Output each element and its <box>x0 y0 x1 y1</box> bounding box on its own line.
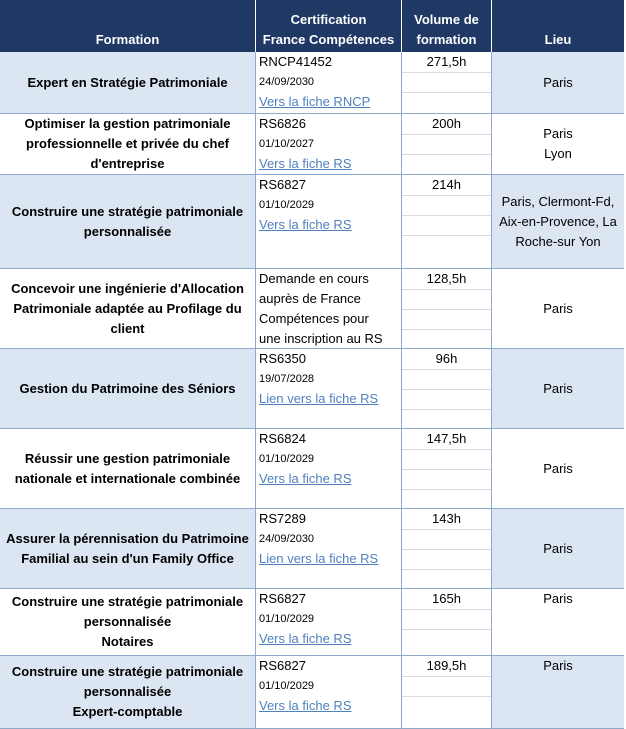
lieu-cell <box>492 509 624 589</box>
lieu-line: Paris <box>543 460 573 476</box>
grid-line <box>402 154 491 174</box>
volume-value: 214h <box>432 177 461 192</box>
lieu-cell <box>492 114 624 175</box>
formation-line: personnalisée <box>83 684 172 699</box>
grid-line <box>402 449 491 469</box>
table-row <box>0 589 624 656</box>
volume-value: 165h <box>432 591 461 606</box>
header-formation-label: Formation <box>95 32 160 47</box>
formation-line: Concevoir une ingénierie d'Allocation <box>11 280 244 296</box>
formation-line: Réussir une gestion patrimoniale <box>24 450 231 466</box>
grid-line <box>402 215 491 235</box>
certification-date: 01/10/2029 <box>259 680 315 692</box>
volume-cell <box>402 656 492 729</box>
lieu-cell <box>492 349 624 429</box>
table-row <box>0 175 624 269</box>
lieu-line: Roche-sur Yon <box>515 233 601 249</box>
certification-link[interactable]: Vers la fiche RS <box>259 698 352 713</box>
formation-cell <box>0 269 256 349</box>
volume-value: 128,5h <box>426 271 467 286</box>
grid-line <box>402 569 491 589</box>
certification-date: 01/10/2029 <box>259 453 315 465</box>
grid-line <box>402 92 491 112</box>
grid-line <box>402 609 491 629</box>
lieu-cell <box>492 52 624 114</box>
table-row <box>0 269 624 349</box>
formation-line: Gestion du Patrimoine des Séniors <box>19 380 236 396</box>
table-row <box>0 429 624 509</box>
certification-cell <box>256 175 402 269</box>
formation-line: Familial au sein d'un Family Office <box>21 550 234 566</box>
volume-value: 143h <box>432 511 461 526</box>
certification-link[interactable]: Vers la fiche RS <box>259 156 352 171</box>
volume-cell <box>402 269 492 349</box>
formation-cell <box>0 509 256 589</box>
formation-line: Construire une stratégie patrimoniale <box>11 594 244 609</box>
certification-code: RS6824 <box>259 431 306 446</box>
header-lieu <box>492 0 624 52</box>
lieu-cell <box>492 269 624 349</box>
lieu-line: Paris, Clermont-Fd, <box>501 193 615 209</box>
formation-line: Patrimoniale adaptée au Profilage du <box>13 300 242 316</box>
grid-line <box>402 469 491 489</box>
certification-status-line: Compétences pour <box>259 311 369 326</box>
lieu-line: Paris <box>543 74 573 90</box>
volume-cell <box>402 429 492 509</box>
volume-cell <box>402 509 492 589</box>
formation-line: nationale et internationale combinée <box>14 470 241 486</box>
formation-cell <box>0 589 256 656</box>
grid-line <box>402 676 491 696</box>
volume-cell <box>402 349 492 429</box>
header-vol-line1: Volume de <box>414 12 479 27</box>
lieu-cell <box>492 656 624 729</box>
certification-link[interactable]: Vers la fiche RS <box>259 471 352 486</box>
certification-date: 01/10/2027 <box>259 138 315 150</box>
certification-code: RS6827 <box>259 591 306 606</box>
header-cert-line1: Certification <box>290 12 367 27</box>
formation-line: personnalisée <box>83 223 172 239</box>
volume-cell <box>402 52 492 114</box>
lieu-line: Paris <box>543 591 573 606</box>
grid-line <box>402 629 491 649</box>
formation-line: client <box>110 320 145 336</box>
certification-date: 24/09/2030 <box>259 533 315 545</box>
certification-date: 01/10/2029 <box>259 613 315 625</box>
grid-line <box>402 696 491 716</box>
formation-cell <box>0 429 256 509</box>
table-row <box>0 52 624 114</box>
certification-cell <box>256 114 402 175</box>
certification-code: RS6826 <box>259 116 306 131</box>
formation-cell <box>0 175 256 269</box>
volume-value: 147,5h <box>426 431 467 446</box>
certification-date: 19/07/2028 <box>259 373 315 385</box>
grid-line <box>402 389 491 409</box>
certification-cell <box>256 589 402 656</box>
formation-line: Construire une stratégie patrimoniale <box>11 664 244 679</box>
certification-cell <box>256 509 402 589</box>
formation-line: personnalisée <box>83 614 172 629</box>
lieu-line: Lyon <box>544 146 572 161</box>
formation-line: Expert-comptable <box>72 704 183 719</box>
formation-line: Optimiser la gestion patrimoniale <box>24 116 231 131</box>
grid-line <box>402 195 491 215</box>
grid-line <box>402 309 491 329</box>
lieu-line: Paris <box>543 540 573 556</box>
table-row <box>0 114 624 175</box>
grid-line <box>402 549 491 569</box>
formation-line: Expert en Stratégie Patrimoniale <box>27 74 228 90</box>
formation-cell <box>0 114 256 175</box>
certification-cell <box>256 656 402 729</box>
certification-cell <box>256 429 402 509</box>
formation-cell <box>0 656 256 729</box>
lieu-cell <box>492 429 624 509</box>
certification-code: RS7289 <box>259 511 306 526</box>
certification-link[interactable]: Lien vers la fiche RS <box>259 551 379 566</box>
grid-line <box>402 329 491 349</box>
formation-line: professionnelle et privée du chef <box>26 136 229 151</box>
lieu-line: Paris <box>543 300 573 316</box>
volume-value: 271,5h <box>426 54 467 69</box>
volume-value: 96h <box>435 351 458 366</box>
certification-link[interactable]: Vers la fiche RNCP <box>259 94 371 109</box>
lieu-line: Paris <box>543 126 573 141</box>
lieu-line: Paris <box>543 658 573 673</box>
table-row <box>0 509 624 589</box>
certification-status-line: une inscription au RS <box>259 331 383 346</box>
formation-line: Notaires <box>101 634 154 649</box>
certification-link[interactable]: Vers la fiche RS <box>259 217 352 232</box>
certification-date: 24/09/2030 <box>259 76 315 88</box>
certification-status-line: Demande en cours <box>259 271 369 286</box>
certification-code: RS6827 <box>259 658 306 673</box>
volume-cell <box>402 114 492 175</box>
certification-link[interactable]: Vers la fiche RS <box>259 631 352 646</box>
certification-code: RS6827 <box>259 177 306 192</box>
lieu-line: Paris <box>543 380 573 396</box>
certification-date: 01/10/2029 <box>259 199 315 211</box>
grid-line <box>402 72 491 92</box>
volume-value: 200h <box>432 116 461 131</box>
header-formation <box>0 0 256 52</box>
certification-link[interactable]: Lien vers la fiche RS <box>259 391 379 406</box>
grid-line <box>402 489 491 509</box>
volume-value: 189,5h <box>426 658 467 673</box>
volume-cell <box>402 175 492 269</box>
header-certification <box>256 0 402 52</box>
formation-cell <box>0 52 256 114</box>
table-row <box>0 349 624 429</box>
formation-line: Construire une stratégie patrimoniale <box>11 203 244 219</box>
certification-cell <box>256 349 402 429</box>
volume-cell <box>402 589 492 656</box>
header-volume <box>402 0 492 52</box>
formation-line: Assurer la pérennisation du Patrimoine <box>6 530 249 546</box>
grid-line <box>402 369 491 389</box>
certification-cell <box>256 52 402 114</box>
grid-line <box>402 409 491 429</box>
header-vol-line2: formation <box>416 32 477 47</box>
grid-line <box>402 235 491 255</box>
grid-line <box>402 134 491 154</box>
formation-line: d'entreprise <box>90 156 165 171</box>
grid-line <box>402 529 491 549</box>
certification-status-line: auprès de France <box>259 291 361 306</box>
grid-line <box>402 289 491 309</box>
header-cert-line2: France Compétences <box>262 32 395 47</box>
lieu-cell <box>492 589 624 656</box>
lieu-line: Aix-en-Provence, La <box>499 213 617 229</box>
certification-cell <box>256 269 402 349</box>
header-lieu-label: Lieu <box>544 32 572 47</box>
table-row <box>0 656 624 729</box>
certification-code: RS6350 <box>259 351 306 366</box>
formation-cell <box>0 349 256 429</box>
certification-code: RNCP41452 <box>259 54 332 69</box>
lieu-cell <box>492 175 624 269</box>
